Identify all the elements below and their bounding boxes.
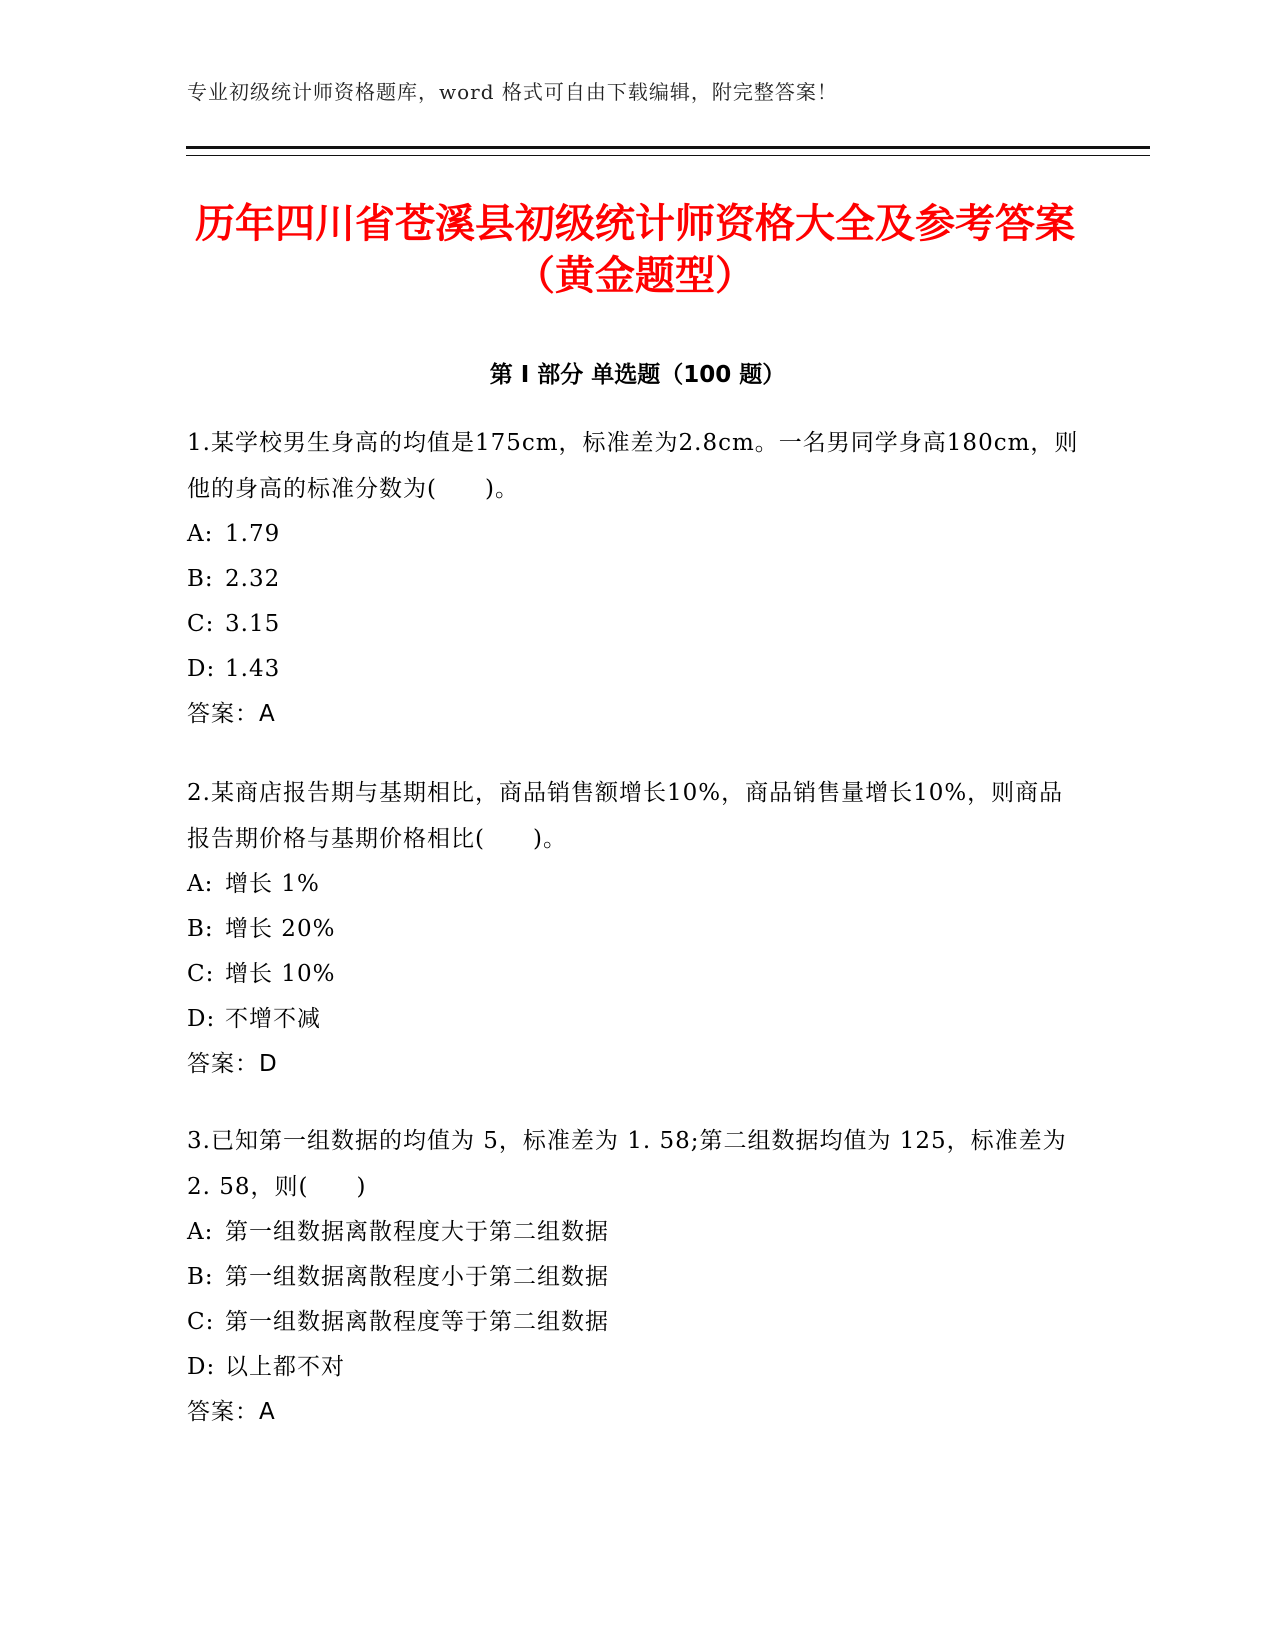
option-letter: A: — [187, 521, 214, 547]
question-stem: 2.某商店报告期与基期相比，商品销售额增长10%，商品销售量增长10%，则商品报告期价格与基期价格相比( )。 — [187, 780, 1064, 852]
question-stem: 1.某学校男生身高的均值是175cm，标准差为2.8cm。一名男同学身高180cm，则他的身高的标准分数为( )。 — [187, 430, 1079, 502]
option-text: 增长 10% — [225, 961, 336, 987]
option-text: 1.43 — [225, 656, 281, 682]
option-letter: B: — [187, 916, 214, 942]
option-text: 不增不减 — [225, 1006, 321, 1032]
answer: 答案：A — [187, 1399, 276, 1425]
option-a — [187, 512, 1087, 557]
option-letter: B: — [187, 1264, 214, 1290]
option-text: 1.79 — [225, 521, 281, 547]
option-text: 增长 20% — [225, 916, 336, 942]
option-letter: A: — [187, 1219, 214, 1245]
header-note: 专业初级统计师资格题库，word 格式可自由下载编辑，附完整答案！ — [187, 80, 838, 104]
option-c — [187, 952, 1087, 997]
header-rule-thick — [186, 146, 1150, 149]
option-a — [187, 862, 1087, 907]
option-b — [187, 557, 1087, 602]
question-stem: 3.已知第一组数据的均值为 5，标准差为 1. 58;第二组数据均值为 125，标准差为 2. 58，则( ) — [187, 1128, 1067, 1200]
answer: 答案：D — [187, 1051, 278, 1077]
option-d — [187, 1345, 1087, 1390]
option-b — [187, 907, 1087, 952]
option-d — [187, 997, 1087, 1042]
question-1 — [187, 420, 1087, 737]
option-a — [187, 1210, 1087, 1255]
option-text: 增长 1% — [225, 871, 320, 897]
option-letter: C: — [187, 1309, 215, 1335]
option-c — [187, 602, 1087, 647]
document-title: 历年四川省苍溪县初级统计师资格大全及参考答案（黄金题型） — [195, 201, 1075, 299]
answer: 答案：A — [187, 701, 276, 727]
option-letter: D: — [187, 1354, 216, 1380]
option-letter: D: — [187, 1006, 216, 1032]
option-letter: C: — [187, 611, 215, 637]
option-text: 以上都不对 — [225, 1354, 345, 1380]
question-2 — [187, 770, 1087, 1087]
option-letter: A: — [187, 871, 214, 897]
option-text: 2.32 — [225, 566, 281, 592]
question-3 — [187, 1118, 1087, 1435]
option-letter: B: — [187, 566, 214, 592]
option-letter: D: — [187, 656, 216, 682]
option-c — [187, 1300, 1087, 1345]
option-text: 第一组数据离散程度大于第二组数据 — [225, 1219, 609, 1245]
option-d — [187, 647, 1087, 692]
option-b — [187, 1255, 1087, 1300]
option-text: 第一组数据离散程度小于第二组数据 — [225, 1264, 609, 1290]
option-text: 3.15 — [225, 611, 281, 637]
option-text: 第一组数据离散程度等于第二组数据 — [225, 1309, 609, 1335]
header-rule-thin — [186, 155, 1150, 156]
option-letter: C: — [187, 961, 215, 987]
section-heading: 第 I 部分 单选题（100 题） — [489, 362, 786, 388]
